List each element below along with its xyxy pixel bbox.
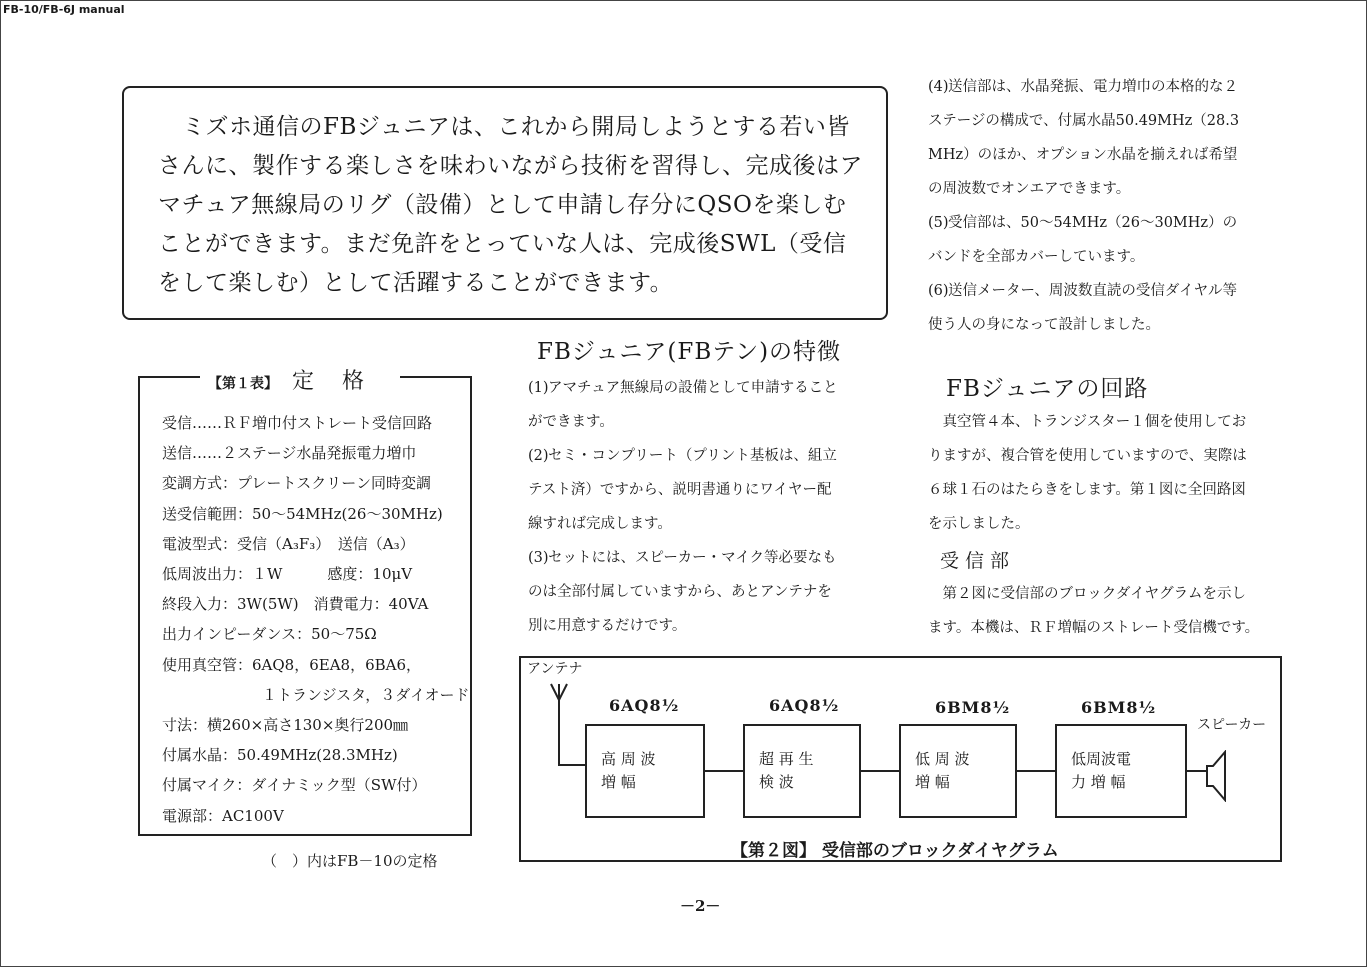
- feature-item: (2)セミ・コンプリート（プリント基板は、組立: [528, 448, 837, 464]
- circuit-heading: FBジュニアの回路: [946, 376, 1149, 402]
- feature-item: (5)受信部は、50～54MHz（26～30MHz）の: [928, 215, 1238, 231]
- diagram-caption: 【第２図】 受信部のブロックダイヤグラム: [731, 841, 1059, 861]
- tube-label: 6AQ8½: [769, 696, 840, 715]
- document-header: FB-10/FB-6J manual: [3, 3, 125, 16]
- spec-row: 電波型式：受信（A₃F₃） 送信（A₃）: [162, 534, 415, 553]
- spec-row: １トランジスタ，３ダイオード: [262, 685, 470, 704]
- feature-item: (4)送信部は、水晶発振、電力増巾の本格的な２: [928, 79, 1238, 95]
- spec-row: 受信……ＲＦ増巾付ストレート受信回路: [162, 414, 433, 432]
- feature-item: (1)アマチュア無線局の設備として申請すること: [528, 380, 838, 396]
- antenna-icon: [547, 682, 571, 704]
- speaker-icon: [1205, 750, 1227, 802]
- spec-row: 出力インピーダンス：50～75Ω: [162, 625, 377, 644]
- feature-item: (6)送信メーター、周波数直読の受信ダイヤル等: [928, 283, 1237, 299]
- feature-item: (3)セットには、スピーカー・マイク等必要なも: [528, 550, 837, 566]
- spec-rows: [162, 408, 470, 831]
- spec-note: （ ）内はFB－10の定格: [262, 852, 438, 870]
- spec-row: 寸法：横260×高さ130×奥行200㎜: [162, 716, 409, 735]
- diagram-block: 低 周 波 増 幅: [899, 724, 1017, 818]
- spec-row: 変調方式：プレートスクリーン同時変調: [162, 474, 431, 493]
- intro-text: ミズホ通信のFBジュニアは、これから開局しようとする若い皆 さんに、製作する楽しさを味わいながら技術を習得し、完成後はア マチュア無線局のリグ（設備）として申請し存分にQSOを楽しむ ことができます。まだ免許をとっていな人は、完成後SWL（受信 をして楽しむ）として活躍することができます。: [158, 114, 863, 296]
- circuit-text: 真空管４本、トランジスター１個を使用してお りますが、複合管を使用していますので、実際は ６球１石のはたらきをします。第１図に全回路図 を示しました。: [928, 414, 1247, 532]
- spec-row: 低周波出力：１W 感度：10μV: [162, 565, 413, 584]
- spec-row: 送受信範囲：50～54MHz(26～30MHz): [162, 504, 443, 523]
- features-heading: FBジュニア(FBテン)の特徴: [537, 339, 842, 365]
- features-continued: (4)送信部は、水晶発振、電力増巾の本格的な２ ステージの構成で、付属水晶50.49MHz（28.3 MHz）のほか、オプション水晶を揃えれば希望 の周波数でオンエアできます。 (5)受信部は、50～54MHz（26～30MHz）の バンドを全部カバーしています。 (6)送信メーター、周波数直読の受信ダイヤル等 使う人の身になって設計しました。: [928, 70, 1239, 342]
- tube-label: 6BM8½: [935, 698, 1011, 717]
- diagram-block: 超 再 生 検 波: [743, 724, 861, 818]
- spec-table: [138, 369, 472, 836]
- spec-row: 付属マイク：ダイナミック型（SW付）: [162, 776, 427, 795]
- diagram-block: 高 周 波 増 幅: [585, 724, 705, 818]
- spec-row: 付属水晶：50.49MHz(28.3MHz): [162, 746, 398, 765]
- intro-box: [122, 86, 888, 320]
- spec-row: 終段入力：3W(5W) 消費電力：40VA: [162, 595, 429, 614]
- tube-label: 6BM8½: [1081, 698, 1157, 717]
- block-diagram: [519, 656, 1282, 862]
- diagram-block: 低周波電 力 増 幅: [1055, 724, 1187, 818]
- receiver-heading: 受信部: [940, 550, 1016, 572]
- speaker-label: スピーカー: [1197, 717, 1267, 733]
- page-number: －2－: [680, 897, 721, 915]
- antenna-label: アンテナ: [527, 661, 583, 677]
- spec-row: 送信……２ステージ水晶発振電力増巾: [162, 444, 417, 463]
- spec-title: 【第１表】 定格: [200, 364, 400, 395]
- features-list: (1)アマチュア無線局の設備として申請すること ができます。 (2)セミ・コンプリート（プリント基板は、組立 テスト済）ですから、説明書通りにワイヤー配 線すれば完成します。 (3)セットには、スピーカー・マイク等必要なも のは全部付属していますから、あとアンテナを 別に用意するだけです。: [528, 371, 838, 643]
- tube-label: 6AQ8½: [609, 696, 680, 715]
- receiver-text: 第２図に受信部のブロックダイヤグラムを示し ます。本機は、ＲＦ増幅のストレート受信機です。: [928, 586, 1260, 636]
- spec-row: 使用真空管：6AQ8，6EA8，6BA6，: [162, 655, 422, 674]
- spec-row: 電源部：AC100V: [162, 806, 284, 825]
